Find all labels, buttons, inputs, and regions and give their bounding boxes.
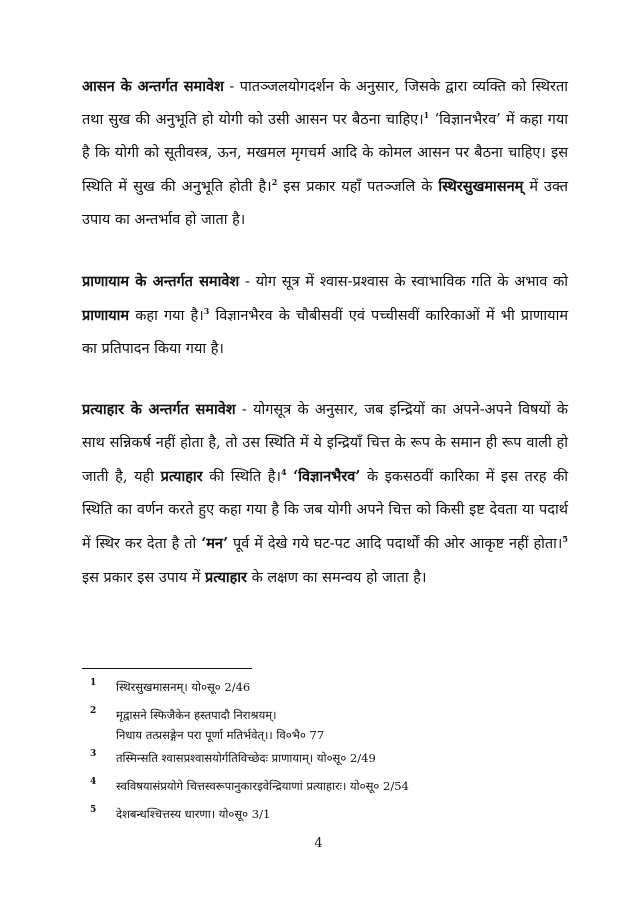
footnote-text: स्वविषयासंप्रयोगे चित्तस्वरूपानुकारइवेन्द्रियाणां प्रत्याहारः। यो०सू० 2/54 — [116, 779, 409, 793]
section-heading-pranayama: प्राणायाम के अन्तर्गत समावेश — [82, 273, 240, 290]
bold-term: स्थिरसुखमासनम् — [438, 178, 524, 195]
footnote-text-line2: निधाय तत्प्रसङ्गेन परा पूर्णा मतिर्भवेत्।। वि०भै० 77 — [116, 728, 325, 742]
paragraph-pranayama — [82, 265, 568, 366]
paragraph-text: - योगसूत्र के अनुसार, जब इन्द्रियों का अपने-अपने विषयों के साथ सन्निकर्ष नहीं होता है, तो उस स्थिति में ये इन्द्रियाँ चित्त के रूप के समान ही रूप वाली हो जाती है, यही — [82, 402, 568, 485]
paragraph-text: - योग सूत्र में श्वास-प्रश्वास के स्वाभाविक गति के अभाव को — [239, 274, 568, 290]
bold-term: ‘विज्ञानभैरव’ — [293, 468, 361, 485]
paragraph-text: में उक्त उपाय का अन्तर्भाव हो जाता है। — [82, 179, 568, 228]
footnote-number: 2 — [90, 706, 97, 716]
section-heading-asana: आसन के अन्तर्गत समावेश — [82, 78, 224, 95]
footnote-number: 1 — [90, 678, 97, 688]
paragraph-text: - पातञ्जलयोगदर्शन के अनुसार, जिसके द्वारा व्यक्ति को स्थिरता तथा सुख की अनुभूति हो योगी को उसी आसन पर बैठना चाहिए। — [82, 79, 568, 128]
bold-term: प्रत्याहार — [204, 569, 247, 586]
section-heading-pratyahara: प्रत्याहार के अन्तर्गत समावेश — [82, 401, 236, 418]
footnote-ref[interactable]: 5 — [562, 534, 568, 545]
paragraph-text: के लक्षण का समन्वय हो जाता है। — [247, 570, 427, 586]
paragraph-asana — [82, 70, 568, 237]
footnote-number: 4 — [90, 777, 97, 787]
footnote-text: मृद्वासने स्फिजैकेन हस्तपादौ निराश्रयम्। — [116, 708, 277, 722]
footnote-4 — [82, 776, 562, 796]
footnote-ref[interactable]: 4 — [280, 467, 287, 478]
footnote-text: स्थिरसुखमासनम्। यो०सू० 2/46 — [116, 680, 251, 694]
bold-term: प्राणायाम — [82, 307, 130, 324]
paragraph-text: की स्थिति है। — [202, 469, 281, 485]
bold-term: प्रत्याहार — [160, 468, 203, 485]
footnote-2 — [82, 705, 562, 745]
bold-term: ‘मन’ — [201, 535, 229, 552]
paragraph-text: पूर्व में देखे गये घट-पट आदि पदार्थों की ओर आकृष्ट नहीं होता। — [228, 536, 563, 552]
paragraph-text: इस प्रकार इस उपाय में — [82, 570, 205, 586]
paragraph-text: विज्ञानभैरव के चौबीसवीं एवं पच्चीसवीं कारिकाओं में भी प्राणायाम का प्रतिपादन किया गया है। — [82, 308, 568, 357]
paragraph-pratyahara — [82, 393, 568, 595]
footnote-5 — [82, 804, 562, 824]
footnote-divider — [82, 668, 252, 669]
footnote-ref[interactable]: 2 — [271, 177, 278, 188]
paragraph-text: कहा गया है। — [129, 308, 204, 324]
footnote-text: देशबन्धश्चित्तस्य धारणा। यो०सू० 3/1 — [116, 807, 271, 821]
footnote-ref[interactable]: 1 — [423, 110, 430, 121]
paragraph-text: के इकसठवीं कारिका में इस तरह की स्थिति का वर्णन करते हुए कहा गया है कि जब योगी अपने चित्त को किसी इष्ट देवता या पदार्थ में स्थिर कर देता है तो — [82, 469, 568, 552]
paragraph-text: ‘विज्ञानभैरव’ में कहा गया है कि योगी को सूतीवस्त्र, ऊन, मखमल मृगचर्म आदि के कोमल आसन पर बैठना चाहिए। इस स्थिति में सुख की अनुभूति होती है। — [82, 112, 568, 195]
page-number: 4 — [314, 836, 323, 851]
footnote-1 — [82, 677, 562, 697]
footnote-text: तस्मिन्सति श्वासप्रश्वासयोर्गतिविच्छेदः प्राणायाम्। यो०सू० 2/49 — [116, 751, 376, 765]
footnote-3 — [82, 748, 562, 768]
paragraph-text: इस प्रकार यहाँ पतञ्जलि के — [277, 179, 439, 195]
footnote-number: 3 — [90, 749, 97, 759]
footnote-number: 5 — [90, 805, 97, 815]
footnote-ref[interactable]: 3 — [203, 306, 210, 317]
